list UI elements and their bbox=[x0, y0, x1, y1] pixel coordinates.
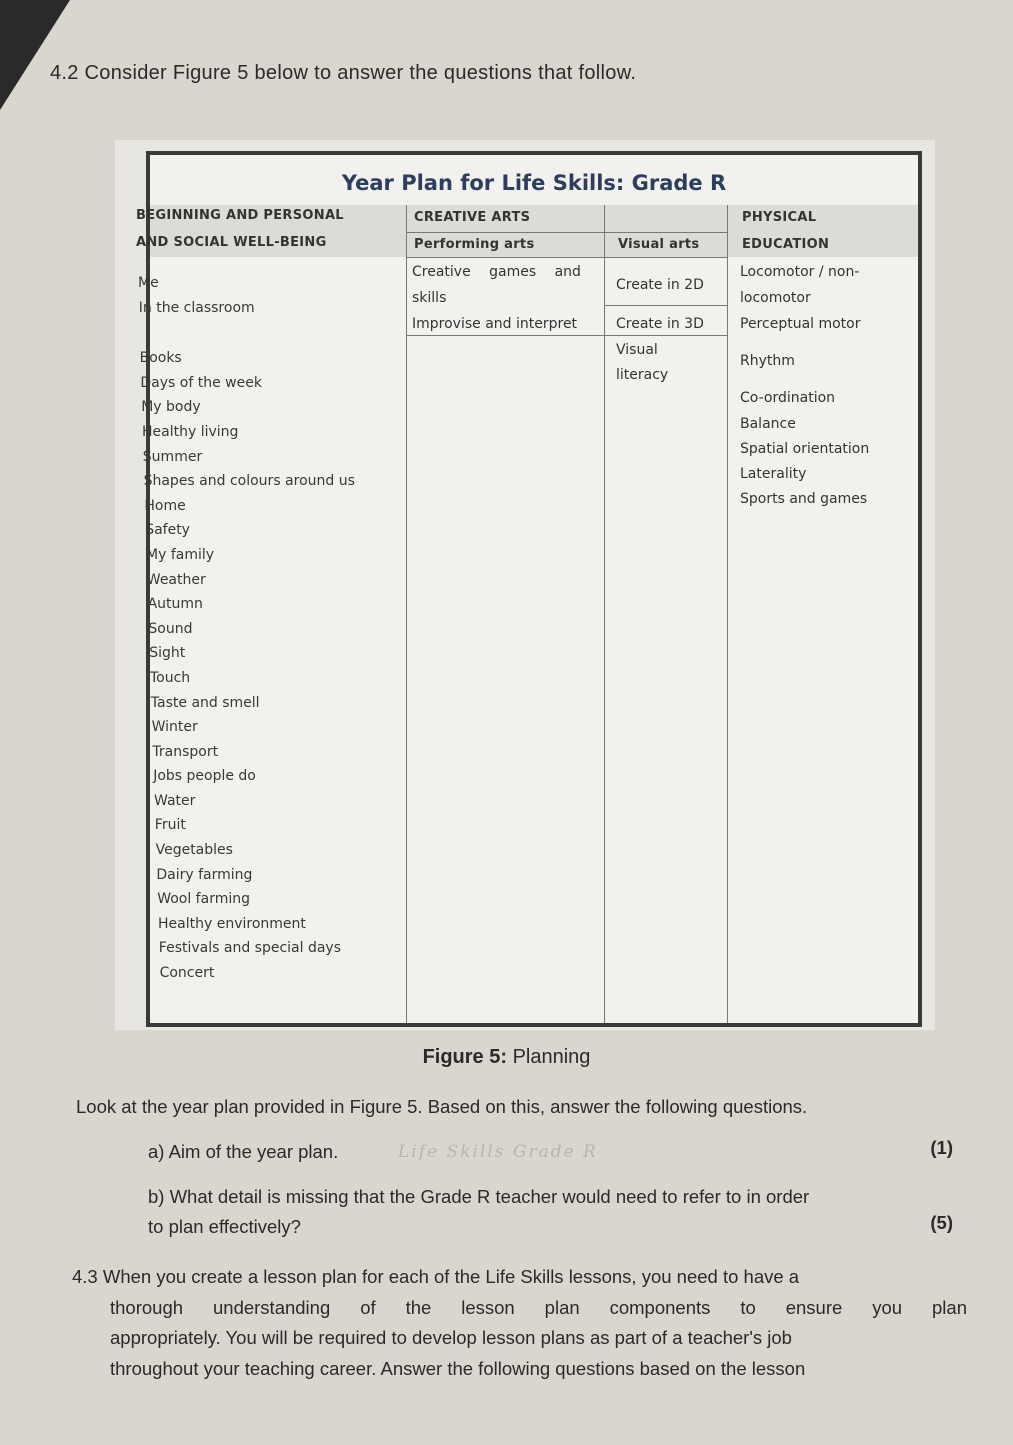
pe-item: Perceptual motor bbox=[740, 316, 861, 332]
header-personal-line2: AND SOCIAL WELL-BEING bbox=[136, 235, 327, 250]
topic-item: Water bbox=[154, 792, 196, 809]
question-a-marks: (1) bbox=[930, 1137, 953, 1158]
visual-arts-item: literacy bbox=[616, 367, 669, 383]
row-divider bbox=[406, 335, 727, 336]
topic-item: Books bbox=[139, 350, 182, 367]
pe-item: Spatial orientation bbox=[740, 441, 870, 457]
visual-arts-item: Create in 2D bbox=[616, 277, 704, 293]
topic-item: My body bbox=[141, 399, 201, 416]
question-heading: 4.2 Consider Figure 5 below to answer the questions that follow. bbox=[50, 62, 637, 84]
question-4-3 bbox=[72, 1262, 967, 1384]
topic-item: Vegetables bbox=[155, 842, 233, 859]
header-pe-line2: EDUCATION bbox=[742, 237, 830, 252]
topic-item: Weather bbox=[146, 571, 206, 588]
performing-arts-item: skills bbox=[412, 290, 447, 306]
topic-item: In the classroom bbox=[138, 299, 255, 316]
question-a: a) Aim of the year plan. bbox=[148, 1141, 339, 1162]
topic-item: Concert bbox=[159, 965, 215, 982]
topic-item: Taste and smell bbox=[150, 694, 260, 711]
topic-item: Safety bbox=[145, 522, 190, 539]
caption-label: Figure 5: bbox=[422, 1046, 508, 1068]
q43-line: thorough understanding of the lesson plan components to ensure you plan bbox=[110, 1296, 967, 1318]
question-b-line2: to plan effectively? bbox=[148, 1216, 301, 1237]
topic-item: Days of the week bbox=[140, 374, 262, 391]
caption-text: Planning bbox=[507, 1046, 591, 1068]
topic-item: Sound bbox=[148, 620, 193, 637]
topic-item: Me bbox=[138, 275, 159, 291]
topic-item: Sight bbox=[149, 645, 186, 662]
pe-item: locomotor bbox=[740, 290, 811, 306]
table-title: Year Plan for Life Skills: Grade R bbox=[341, 171, 727, 195]
figure-caption bbox=[0, 1046, 1013, 1069]
handwritten-answer: Life Skills Grade R bbox=[398, 1142, 598, 1162]
header-visual-arts: Visual arts bbox=[618, 237, 700, 252]
topic-item: Home bbox=[144, 497, 186, 514]
pe-item: Locomotor / non- bbox=[740, 264, 860, 280]
pe-item: Sports and games bbox=[740, 491, 868, 507]
topic-item: Wool farming bbox=[157, 891, 250, 908]
intro-text: Look at the year plan provided in Figure 5. Based on this, answer the following questions. bbox=[76, 1096, 808, 1117]
topics-list bbox=[138, 271, 355, 986]
question-b-line1: b) What detail is missing that the Grade R teacher would need to refer to in order bbox=[148, 1186, 810, 1207]
column-divider bbox=[727, 205, 728, 1023]
column-divider bbox=[406, 205, 407, 1023]
topic-item: Winter bbox=[151, 719, 198, 736]
q43-line: throughout your teaching career. Answer the following questions based on the lesson bbox=[110, 1357, 806, 1379]
dark-corner bbox=[0, 0, 70, 110]
year-plan-table bbox=[136, 151, 922, 1027]
header-creative-arts: CREATIVE ARTS bbox=[414, 210, 531, 225]
topic-item: My family bbox=[146, 546, 215, 563]
performing-arts-item: Creative games and bbox=[412, 264, 581, 280]
topic-item: Summer bbox=[142, 448, 203, 465]
topic-item: Fruit bbox=[154, 817, 186, 834]
topic-item: Healthy environment bbox=[158, 915, 306, 932]
q43-line: 4.3 When you create a lesson plan for each of the Life Skills lessons, you need to have a bbox=[72, 1266, 800, 1287]
visual-arts-item: Create in 3D bbox=[616, 316, 704, 332]
q43-line: appropriately. You will be required to develop lesson plans as part of a teacher's job bbox=[110, 1327, 792, 1348]
topic-item: Transport bbox=[152, 743, 219, 760]
column-divider bbox=[604, 205, 605, 1023]
header-pe-line1: PHYSICAL bbox=[742, 210, 817, 225]
topic-item: Healthy living bbox=[142, 423, 239, 440]
pe-item: Rhythm bbox=[740, 353, 795, 369]
topic-item: Autumn bbox=[147, 596, 203, 613]
topic-item: Touch bbox=[150, 669, 191, 686]
header-performing-arts: Performing arts bbox=[414, 237, 535, 252]
pe-item: Balance bbox=[740, 416, 796, 432]
header-personal-line1: BEGINNING AND PERSONAL bbox=[136, 208, 344, 223]
row-divider bbox=[604, 305, 727, 306]
subheader-divider bbox=[406, 232, 727, 233]
header-divider bbox=[406, 257, 727, 258]
topic-item: Festivals and special days bbox=[158, 940, 342, 957]
performing-arts-item: Improvise and interpret bbox=[412, 316, 578, 332]
topic-item: Dairy farming bbox=[156, 866, 253, 883]
pe-item: Co-ordination bbox=[740, 390, 836, 406]
question-b-marks: (5) bbox=[930, 1212, 953, 1233]
topic-item: Shapes and colours around us bbox=[143, 473, 355, 490]
pe-item: Laterality bbox=[740, 466, 807, 482]
visual-arts-item: Visual bbox=[616, 342, 658, 358]
topic-item: Jobs people do bbox=[153, 768, 256, 785]
